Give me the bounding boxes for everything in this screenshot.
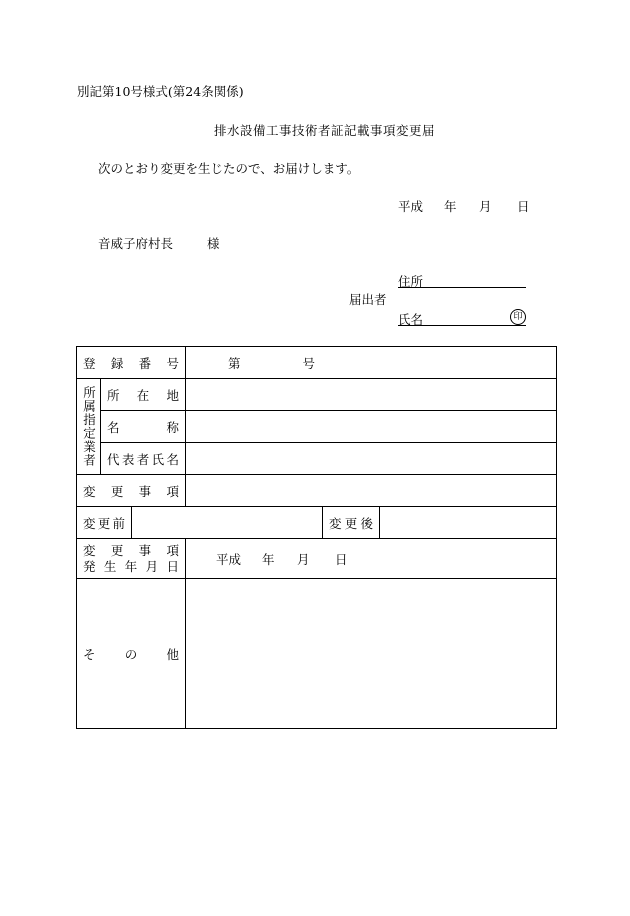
intro-text: 次のとおり変更を生じたので、お届けします。 xyxy=(98,161,360,176)
representative-value[interactable] xyxy=(186,443,557,475)
before-value[interactable] xyxy=(132,507,323,539)
row-change-date xyxy=(77,539,557,579)
location-label-char: 地 xyxy=(166,387,180,403)
reg-number-label-char: 号 xyxy=(166,355,179,371)
representative-label-char: 者 xyxy=(136,451,150,467)
change-date-value[interactable] xyxy=(186,539,557,579)
representative-label-char: 代 xyxy=(107,451,120,467)
change-date-label-char: 更 xyxy=(110,542,124,558)
after-label-char: 変 xyxy=(329,515,342,531)
change-date-label-char: 事 xyxy=(138,542,152,558)
other-label xyxy=(77,579,186,729)
reg-number-label-char: 録 xyxy=(110,355,124,371)
notifier-label: 届出者 xyxy=(349,292,387,307)
before-label-char: 更 xyxy=(97,515,111,531)
change-item-value[interactable] xyxy=(186,475,557,507)
company-name-label xyxy=(101,411,186,443)
row-before-after xyxy=(77,507,557,539)
address-label: 住所 xyxy=(398,274,424,289)
submission-date xyxy=(398,197,530,215)
representative-label-char: 名 xyxy=(166,451,180,467)
change-item-label-char: 項 xyxy=(166,483,179,499)
date-year: 年 xyxy=(444,199,457,214)
company-name-value[interactable] xyxy=(186,411,557,443)
after-value[interactable] xyxy=(380,507,557,539)
before-label-char: 前 xyxy=(112,515,125,531)
other-label-char: 他 xyxy=(166,646,180,662)
after-label-char: 更 xyxy=(344,515,358,531)
other-value[interactable] xyxy=(186,579,557,729)
cd-day: 日 xyxy=(335,551,348,567)
addressee-name: 音威子府村長 xyxy=(98,236,174,251)
reg-number-label-char: 登 xyxy=(83,355,96,371)
change-date-label-char: 生 xyxy=(103,558,117,574)
after-label xyxy=(323,507,380,539)
change-date-label-char: 発 xyxy=(83,558,96,574)
other-label-char: そ xyxy=(83,646,96,662)
addressee xyxy=(98,234,220,252)
change-date-label-char: 年 xyxy=(124,558,138,574)
seal-icon: 印 xyxy=(510,309,526,325)
name-field[interactable] xyxy=(398,310,526,326)
cd-month: 月 xyxy=(297,551,310,567)
reg-number-label xyxy=(77,347,186,379)
after-label-char: 後 xyxy=(360,515,373,531)
address-field[interactable] xyxy=(398,272,526,288)
cd-year: 年 xyxy=(262,551,275,567)
change-item-label-char: 事 xyxy=(138,483,152,499)
location-label-char: 所 xyxy=(107,387,120,403)
location-value[interactable] xyxy=(186,379,557,411)
location-label xyxy=(101,379,186,411)
row-representative xyxy=(77,443,557,475)
affiliation-label xyxy=(77,379,101,475)
company-name-label-char: 名 xyxy=(107,419,120,435)
change-form-table xyxy=(76,346,557,729)
location-label-char: 在 xyxy=(136,387,150,403)
row-registration-number xyxy=(77,347,557,379)
row-location xyxy=(77,379,557,411)
name-label: 氏名 xyxy=(398,312,424,327)
reg-number-label-char: 番 xyxy=(138,355,152,371)
affiliation-text: 所属指定業者 xyxy=(81,386,97,467)
representative-label xyxy=(101,443,186,475)
company-name-label-char: 称 xyxy=(166,419,180,435)
change-date-label-char: 月 xyxy=(145,558,159,574)
addressee-suffix: 様 xyxy=(207,236,220,251)
change-date-label-char: 変 xyxy=(83,542,96,558)
change-item-label-char: 変 xyxy=(83,483,96,499)
change-item-label xyxy=(77,475,186,507)
before-label xyxy=(77,507,132,539)
change-date-label-char: 日 xyxy=(166,558,180,574)
other-label-char: の xyxy=(124,646,138,662)
date-month: 月 xyxy=(479,199,492,214)
reg-prefix: 第 xyxy=(228,355,241,371)
reg-number-value[interactable] xyxy=(186,347,557,379)
before-label-char: 変 xyxy=(83,515,96,531)
row-change-item xyxy=(77,475,557,507)
document-title: 排水設備工事技術者証記載事項変更届 xyxy=(214,123,436,138)
date-day: 日 xyxy=(517,199,530,214)
change-item-label-char: 更 xyxy=(110,483,124,499)
row-name xyxy=(77,411,557,443)
row-other xyxy=(77,579,557,729)
cd-era: 平成 xyxy=(216,551,242,567)
date-era: 平成 xyxy=(398,199,424,214)
change-date-label xyxy=(77,539,186,579)
representative-label-char: 氏 xyxy=(151,451,165,467)
form-number: 別記第10号様式(第24条関係) xyxy=(77,84,244,99)
change-date-label-char: 項 xyxy=(166,542,179,558)
reg-suffix: 号 xyxy=(302,355,316,371)
representative-label-char: 表 xyxy=(121,451,135,467)
